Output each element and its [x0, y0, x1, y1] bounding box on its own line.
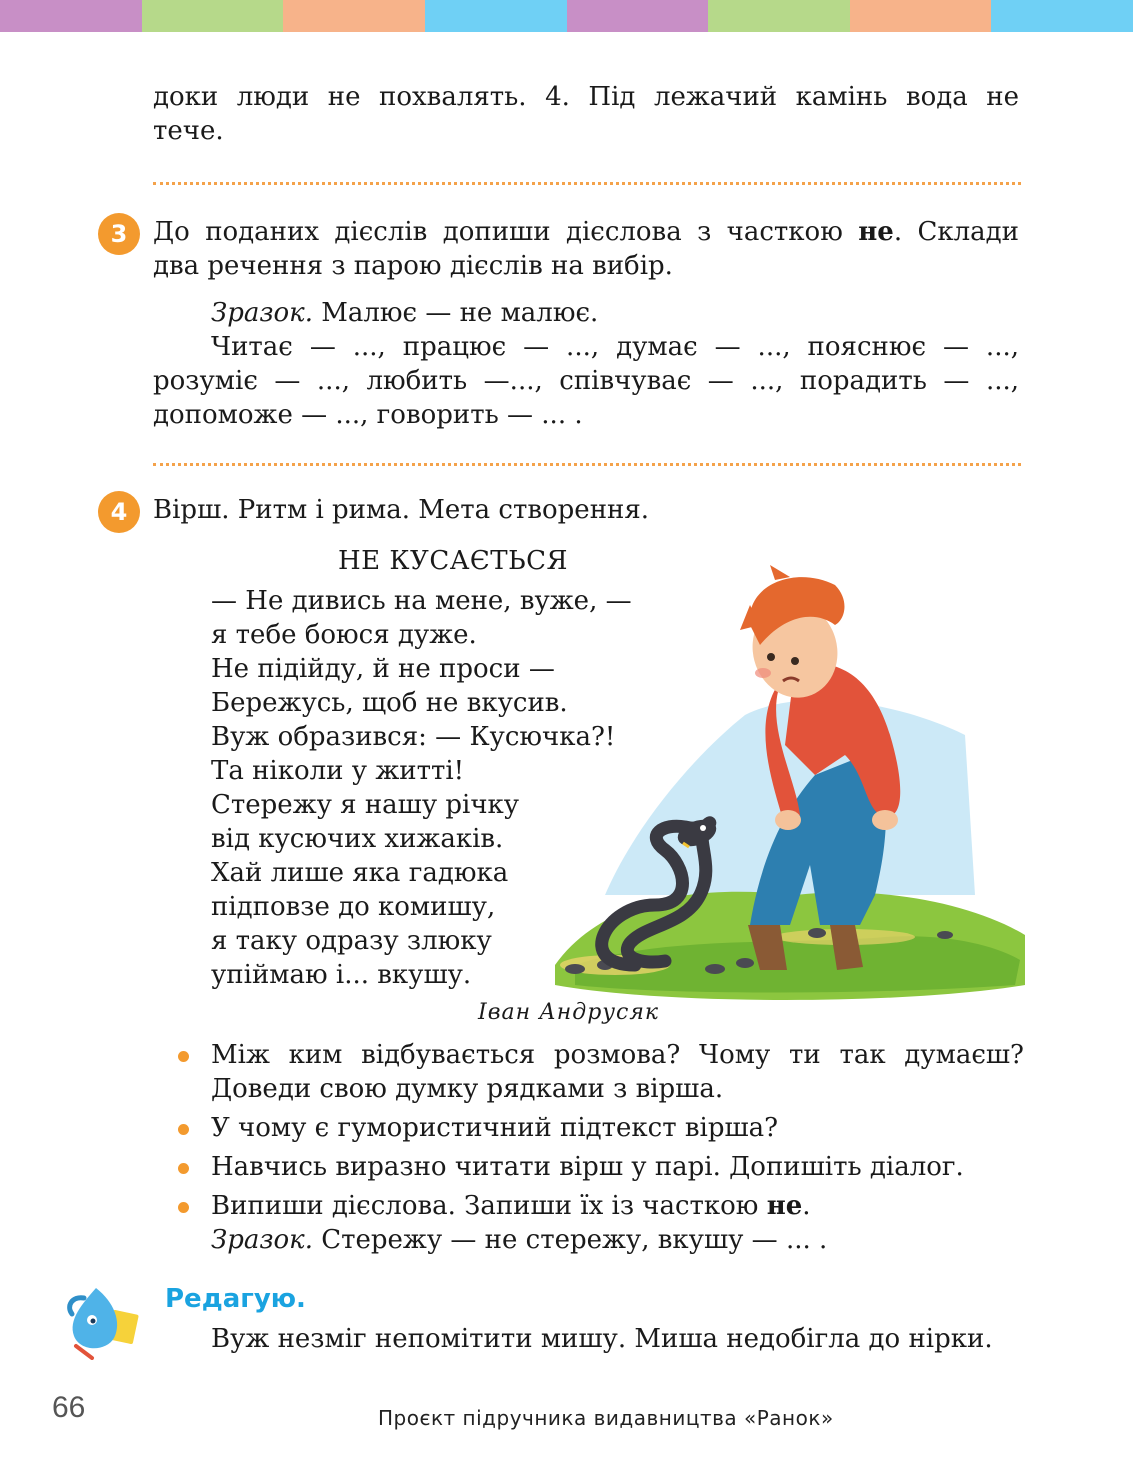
intro-line: доки люди не похвалять. 4. Під лежачий камінь вода не — [153, 82, 1019, 112]
intro-line: тече. — [153, 116, 224, 146]
task-number-badge: 3 — [98, 213, 140, 255]
poem-line: Бережусь, щоб не вкусив. — [211, 688, 568, 718]
footer-text: Проєкт підручника видавництва «Ранок» — [378, 1406, 834, 1430]
sample-label: Зразок. — [211, 298, 313, 328]
poem-line: Стережу я нашу річку — [211, 790, 520, 820]
question-text: Доведи свою думку рядками з вірша. — [211, 1074, 724, 1104]
dotted-divider — [153, 182, 1021, 185]
task3-line — [153, 215, 1019, 249]
dotted-divider — [153, 463, 1021, 466]
question-text: У чому є гумористичний підтекст вірша? — [211, 1113, 779, 1143]
color-stripe — [425, 0, 567, 32]
task3-line: два речення з парою дієслів на вибір. — [153, 251, 673, 281]
poem-line: Та ніколи у житті! — [211, 756, 465, 786]
task3-text: До поданих дієслів допиши дієслова з часткою — [153, 217, 843, 247]
task-number-badge: 4 — [98, 491, 140, 533]
task3-words-line: допоможе — ..., говорить — ... . — [153, 400, 583, 430]
poem-line: Хай лише яка гадюка — [211, 858, 509, 888]
poem-line: Не підійду, й не проси — — [211, 654, 555, 684]
poem-line: упіймаю і... вкушу. — [211, 960, 472, 990]
boy-and-snake-illustration — [545, 565, 1030, 1000]
task3-sample — [153, 296, 1019, 330]
bullet-icon — [178, 1124, 189, 1135]
poem-line: — Не дивись на мене, вуже, — — [211, 586, 632, 616]
task3-words-line: Читає — ..., працює — ..., думає — ..., пояснює — ..., — [211, 332, 1019, 362]
edit-section-title: Редагую. — [165, 1284, 306, 1314]
question-text: Між ким відбувається розмова? Чому ти так думаєш? — [211, 1040, 1024, 1070]
color-stripe — [0, 0, 142, 32]
poem-author: Іван Андрусяк — [478, 1000, 660, 1025]
question-text: Навчись виразно читати вірш у парі. Допишіть діалог. — [211, 1152, 964, 1182]
bullet-icon — [178, 1202, 189, 1213]
poem-title: НЕ КУСАЄТЬСЯ — [338, 546, 569, 576]
question-item — [174, 1150, 1024, 1184]
question-item — [174, 1189, 1024, 1257]
bullet-icon — [178, 1051, 189, 1062]
top-color-bar — [0, 0, 1133, 32]
sample-text: Стережу — не стережу, вкушу — ... . — [312, 1225, 828, 1255]
poem-line: від кусючих хижаків. — [211, 824, 504, 854]
color-stripe — [708, 0, 850, 32]
question-particle: не — [766, 1191, 803, 1221]
color-stripe — [567, 0, 709, 32]
poem-line: підповзе до комишу, — [211, 892, 496, 922]
sample-label: Зразок. — [211, 1225, 313, 1255]
question-sample — [211, 1223, 1024, 1257]
color-stripe — [142, 0, 284, 32]
mascot-drop-icon — [62, 1284, 142, 1360]
question-item — [174, 1111, 1024, 1145]
task3-particle: не — [858, 217, 894, 247]
question-item — [174, 1038, 1024, 1106]
edit-section-text: Вуж незміг непомітити мишу. Миша недобігла до нірки. — [211, 1324, 993, 1354]
question-list — [174, 1038, 1024, 1262]
question-text-part: . — [802, 1191, 811, 1221]
poem-line: Вуж образився: — Кусючка?! — [211, 722, 616, 752]
question-text — [211, 1189, 1024, 1223]
task3-words-line: розуміє — ..., любить —..., співчуває — ..., порадить — ..., — [153, 366, 1019, 396]
color-stripe — [850, 0, 992, 32]
poem-line: я тебе боюся дуже. — [211, 620, 477, 650]
intro-paragraph — [153, 80, 1019, 148]
bullet-icon — [178, 1163, 189, 1174]
color-stripe — [991, 0, 1133, 32]
color-stripe — [283, 0, 425, 32]
task3-instructions — [153, 215, 1019, 432]
page-number: 66 — [52, 1391, 86, 1424]
question-text-part: Випиши дієслова. Запиши їх із часткою — [211, 1191, 767, 1221]
sample-text: Малює — не малює. — [312, 298, 599, 328]
task3-text: . Склади — [893, 217, 1020, 247]
poem-line: я таку одразу злюку — [211, 926, 492, 956]
task4-heading: Вірш. Ритм і рима. Мета створення. — [153, 495, 650, 525]
